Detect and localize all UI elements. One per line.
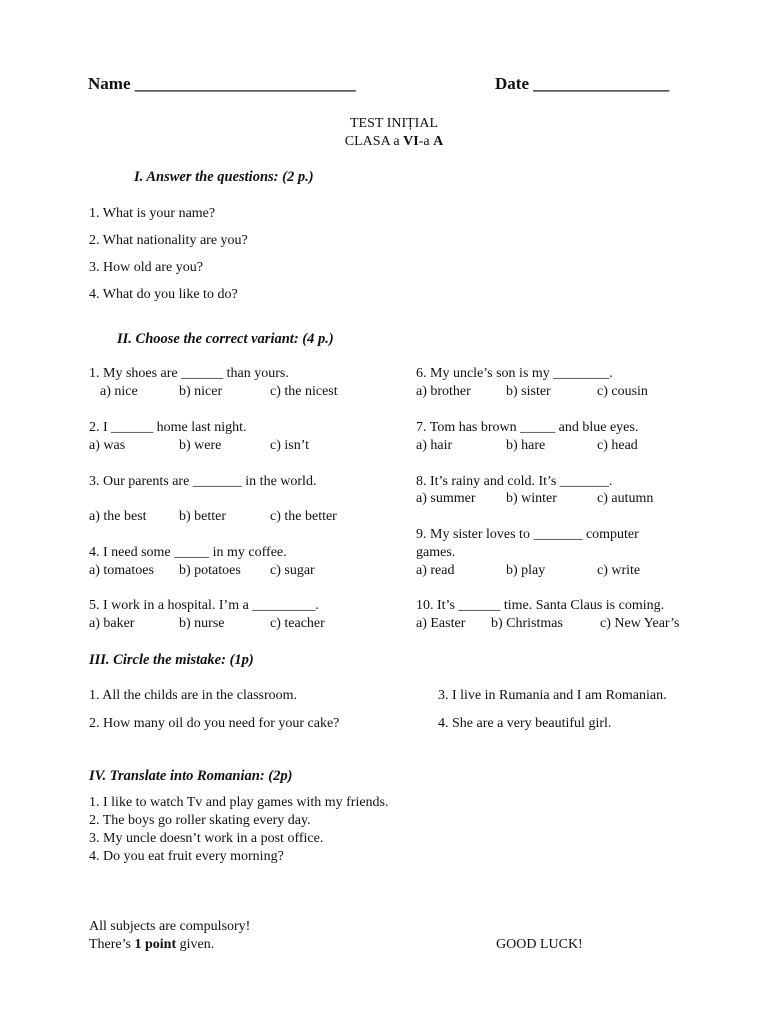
mc-question-1: 1. My shoes are ______ than yours. xyxy=(89,366,289,381)
mc-9-option-a: a) read xyxy=(416,563,455,578)
mc-3-option-a: a) the best xyxy=(89,509,147,524)
question-2: 2. What nationality are you? xyxy=(89,233,248,248)
points-note-value: 1 point xyxy=(134,937,177,952)
section-1-heading: I. Answer the questions: (2 p.) xyxy=(134,169,314,185)
mc-3-option-c: c) the better xyxy=(270,509,337,524)
mc-2-option-c: c) isn’t xyxy=(270,438,310,453)
mc-question-8: 8. It’s rainy and cold. It’s _______. xyxy=(416,474,613,489)
mc-4-option-c: c) sugar xyxy=(270,563,315,578)
mc-3-option-b: b) better xyxy=(179,509,227,524)
test-title: TEST INIȚIAL xyxy=(350,116,438,131)
mc-question-6: 6. My uncle’s son is my ________. xyxy=(416,366,613,381)
mc-1-option-c: c) the nicest xyxy=(270,384,338,399)
class-title-letter: A xyxy=(433,134,444,149)
class-title-grade: VI xyxy=(403,134,419,149)
good-luck: GOOD LUCK! xyxy=(496,937,583,952)
points-note xyxy=(89,937,214,953)
mc-question-4: 4. I need some _____ in my coffee. xyxy=(89,545,287,560)
mistake-item-2: 2. How many oil do you need for your cake? xyxy=(89,716,340,731)
mc-question-9: 9. My sister loves to _______ computer xyxy=(416,527,639,542)
compulsory-note: All subjects are compulsory! xyxy=(89,919,251,934)
mc-8-option-c: c) autumn xyxy=(597,491,654,506)
mc-10-option-a: a) Easter xyxy=(416,616,466,631)
mc-question-5: 5. I work in a hospital. I’m a _________. xyxy=(89,598,319,613)
mc-4-option-b: b) potatoes xyxy=(179,563,241,578)
mc-1-option-b: b) nicer xyxy=(179,384,223,399)
translate-item-3: 3. My uncle doesn’t work in a post office. xyxy=(89,831,324,846)
mistake-item-1: 1. All the childs are in the classroom. xyxy=(89,688,298,703)
mc-question-3: 3. Our parents are _______ in the world. xyxy=(89,474,317,489)
mc-question-2: 2. I ______ home last night. xyxy=(89,420,247,435)
mc-question-9-continued: games. xyxy=(416,545,456,560)
translate-item-2: 2. The boys go roller skating every day. xyxy=(89,813,311,828)
mc-10-option-c: c) New Year’s xyxy=(600,616,680,631)
date-field-label: Date ________________ xyxy=(495,74,670,93)
translate-item-1: 1. I like to watch Tv and play games with my friends. xyxy=(89,795,389,810)
question-1: 1. What is your name? xyxy=(89,206,216,221)
mc-question-7: 7. Tom has brown _____ and blue eyes. xyxy=(416,420,639,435)
mc-5-option-a: a) baker xyxy=(89,616,135,631)
mistake-item-3: 3. I live in Rumania and I am Romanian. xyxy=(438,688,667,703)
class-title xyxy=(0,134,768,150)
points-note-prefix: There’s xyxy=(89,937,135,952)
points-note-suffix: given. xyxy=(176,937,215,952)
mc-7-option-c: c) head xyxy=(597,438,638,453)
mc-9-option-b: b) play xyxy=(506,563,546,578)
mc-6-option-a: a) brother xyxy=(416,384,471,399)
translate-item-4: 4. Do you eat fruit every morning? xyxy=(89,849,284,864)
mc-9-option-c: c) write xyxy=(597,563,641,578)
mc-question-10: 10. It’s ______ time. Santa Claus is coming. xyxy=(416,598,665,613)
mc-2-option-b: b) were xyxy=(179,438,222,453)
mc-8-option-a: a) summer xyxy=(416,491,476,506)
question-3: 3. How old are you? xyxy=(89,260,203,275)
question-4: 4. What do you like to do? xyxy=(89,287,238,302)
mc-8-option-b: b) winter xyxy=(506,491,557,506)
mc-1-option-a: a) nice xyxy=(100,384,138,399)
mc-10-option-b: b) Christmas xyxy=(491,616,563,631)
class-title-mid: -a xyxy=(418,134,434,149)
class-title-prefix: CLASA a xyxy=(344,134,404,149)
mistake-item-4: 4. She are a very beautiful girl. xyxy=(438,716,612,731)
mc-7-option-a: a) hair xyxy=(416,438,453,453)
mc-2-option-a: a) was xyxy=(89,438,126,453)
section-3-heading: III. Circle the mistake: (1p) xyxy=(89,652,254,668)
section-2-heading: II. Choose the correct variant: (4 p.) xyxy=(117,331,334,347)
name-field-label: Name __________________________ xyxy=(88,74,356,93)
mc-5-option-b: b) nurse xyxy=(179,616,225,631)
mc-4-option-a: a) tomatoes xyxy=(89,563,154,578)
section-4-heading: IV. Translate into Romanian: (2p) xyxy=(89,768,293,784)
mc-6-option-c: c) cousin xyxy=(597,384,648,399)
mc-6-option-b: b) sister xyxy=(506,384,551,399)
mc-7-option-b: b) hare xyxy=(506,438,546,453)
mc-5-option-c: c) teacher xyxy=(270,616,325,631)
